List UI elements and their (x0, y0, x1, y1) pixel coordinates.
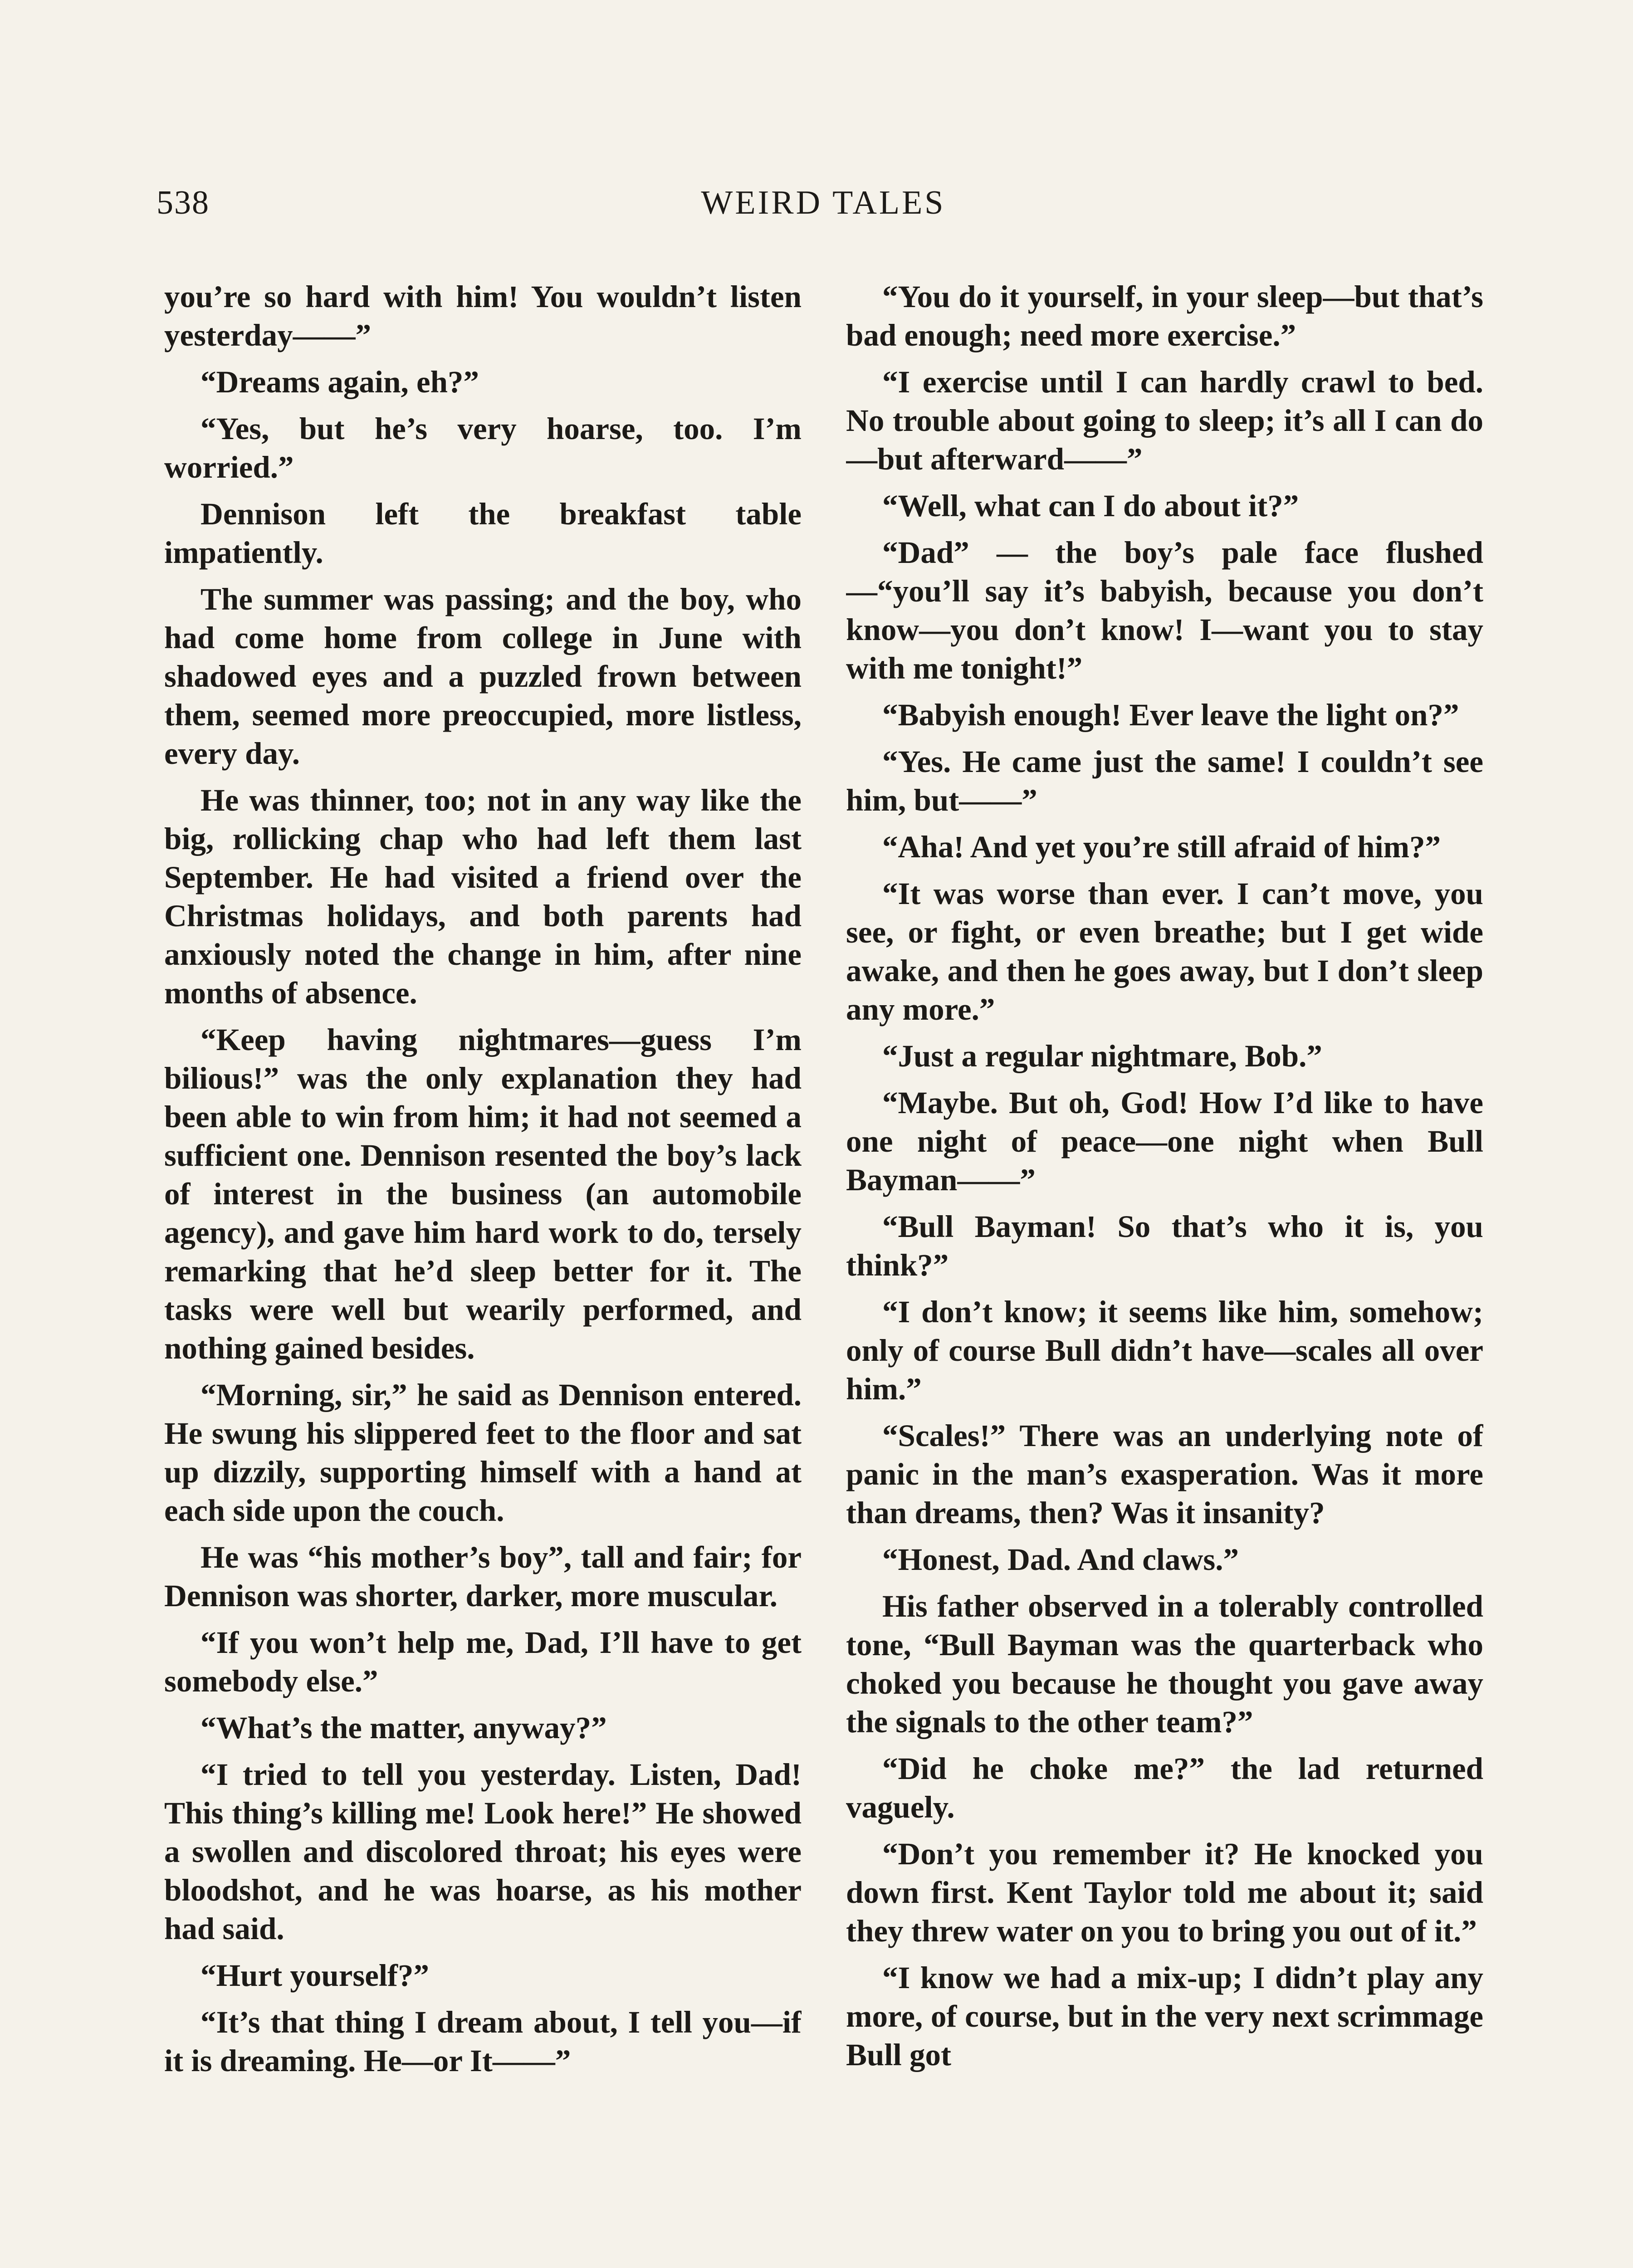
paragraph: “Aha! And yet you’re still afraid of him?” (882, 830, 1441, 864)
paragraph: His father observed in a tolerably controlled tone, “Bull Bayman was the quarterback who choked you because he thought you gave away the signals to the other team?” (846, 1589, 1483, 1739)
paragraph: “I don’t know; it seems like him, somehow; only of course Bull didn’t have—scales all over him.” (846, 1295, 1483, 1406)
paragraph: “Yes, but he’s very hoarse, too. I’m worried.” (164, 411, 802, 484)
paragraph: “It’s that thing I dream about, I tell you—if it is dreaming. He—or It——” (164, 2005, 802, 2078)
left-text-column (164, 278, 802, 2268)
paragraph: “Well, what can I do about it?” (882, 489, 1299, 523)
paragraph: “If you won’t help me, Dad, I’ll have to get somebody else.” (164, 1625, 802, 1698)
paragraph: “I tried to tell you yesterday. Listen, Dad! This thing’s killing me! Look here!” He showed a swollen and discolored throat; his eyes were bloodshot, and he was hoarse, as his mother had said. (164, 1757, 802, 1946)
paragraph: you’re so hard with him! You wouldn’t listen yesterday——” (164, 279, 802, 352)
paragraph: “Dad” — the boy’s pale face flushed—“you’ll say it’s babyish, because you don’t know—you don’t know! I—want you to stay with me tonight!” (846, 535, 1483, 685)
paragraph: “I know we had a mix-up; I didn’t play any more, of course, but in the very next scrimmage Bull got (846, 1960, 1483, 2072)
paragraph: “Yes. He came just the same! I couldn’t see him, but——” (846, 744, 1483, 817)
paragraph: “Bull Bayman! So that’s who it is, you think?” (846, 1209, 1483, 1282)
paragraph: “Keep having nightmares—guess I’m bilious!” was the only explanation they had been able to win from him; it had not seemed a sufficient one. Dennison resented the boy’s lack of interest in the business (an automobile agency), and gave him hard work to do, tersely remarking that he’d sleep better for it. The tasks were well but wearily performed, and nothing gained besides. (164, 1022, 802, 1365)
paragraph: “What’s the matter, anyway?” (200, 1711, 607, 1745)
page-header (156, 184, 1490, 234)
paragraph: “Did he choke me?” the lad returned vaguely. (846, 1751, 1483, 1824)
paragraph: “Babyish enough! Ever leave the light on?” (882, 698, 1459, 732)
paragraph: “Maybe. But oh, God! How I’d like to have one night of peace—one night when Bull Bayman——” (846, 1085, 1483, 1197)
page-number: 538 (156, 184, 210, 221)
paragraph: “Honest, Dad. And claws.” (882, 1542, 1239, 1577)
paragraph: “Just a regular nightmare, Bob.” (882, 1039, 1322, 1073)
paragraph: He was “his mother’s boy”, tall and fair; for Dennison was shorter, darker, more muscular. (164, 1540, 802, 1613)
magazine-title: WEIRD TALES (701, 184, 946, 221)
paragraph: “Hurt yourself?” (200, 1958, 430, 1993)
paragraph: “You do it yourself, in your sleep—but that’s bad enough; need more exercise.” (846, 279, 1483, 352)
paragraph: He was thinner, too; not in any way like the big, rollicking chap who had left them last September. He had visited a friend over the Christmas holidays, and both parents had anxiously noted the change in him, after nine months of absence. (164, 783, 802, 1010)
paragraph: Dennison left the breakfast table impatiently. (164, 497, 802, 570)
paragraph: “Don’t you remember it? He knocked you down first. Kent Taylor told me about it; said they threw water on you to bring you out of it.” (846, 1837, 1483, 1948)
paragraph: “Dreams again, eh?” (200, 365, 479, 399)
paragraph: “Morning, sir,” he said as Dennison entered. He swung his slippered feet to the floor and sat up dizzily, supporting himself with a hand at each side upon the couch. (164, 1378, 802, 1528)
paragraph: “Scales!” There was an underlying note of panic in the man’s exasperation. Was it more than dreams, then? Was it insanity? (846, 1418, 1483, 1530)
paragraph: “It was worse than ever. I can’t move, you see, or fight, or even breathe; but I get wide awake, and then he goes away, but I don’t sleep any more.” (846, 876, 1483, 1026)
paragraph: “I exercise until I can hardly crawl to bed. No trouble about going to sleep; it’s all I can do—but afterward——” (846, 365, 1483, 476)
right-text-column (846, 278, 1483, 2268)
paragraph: The summer was passing; and the boy, who had come home from college in June with shadowed eyes and a puzzled frown between them, seemed more preoccupied, more listless, every day. (164, 582, 802, 771)
